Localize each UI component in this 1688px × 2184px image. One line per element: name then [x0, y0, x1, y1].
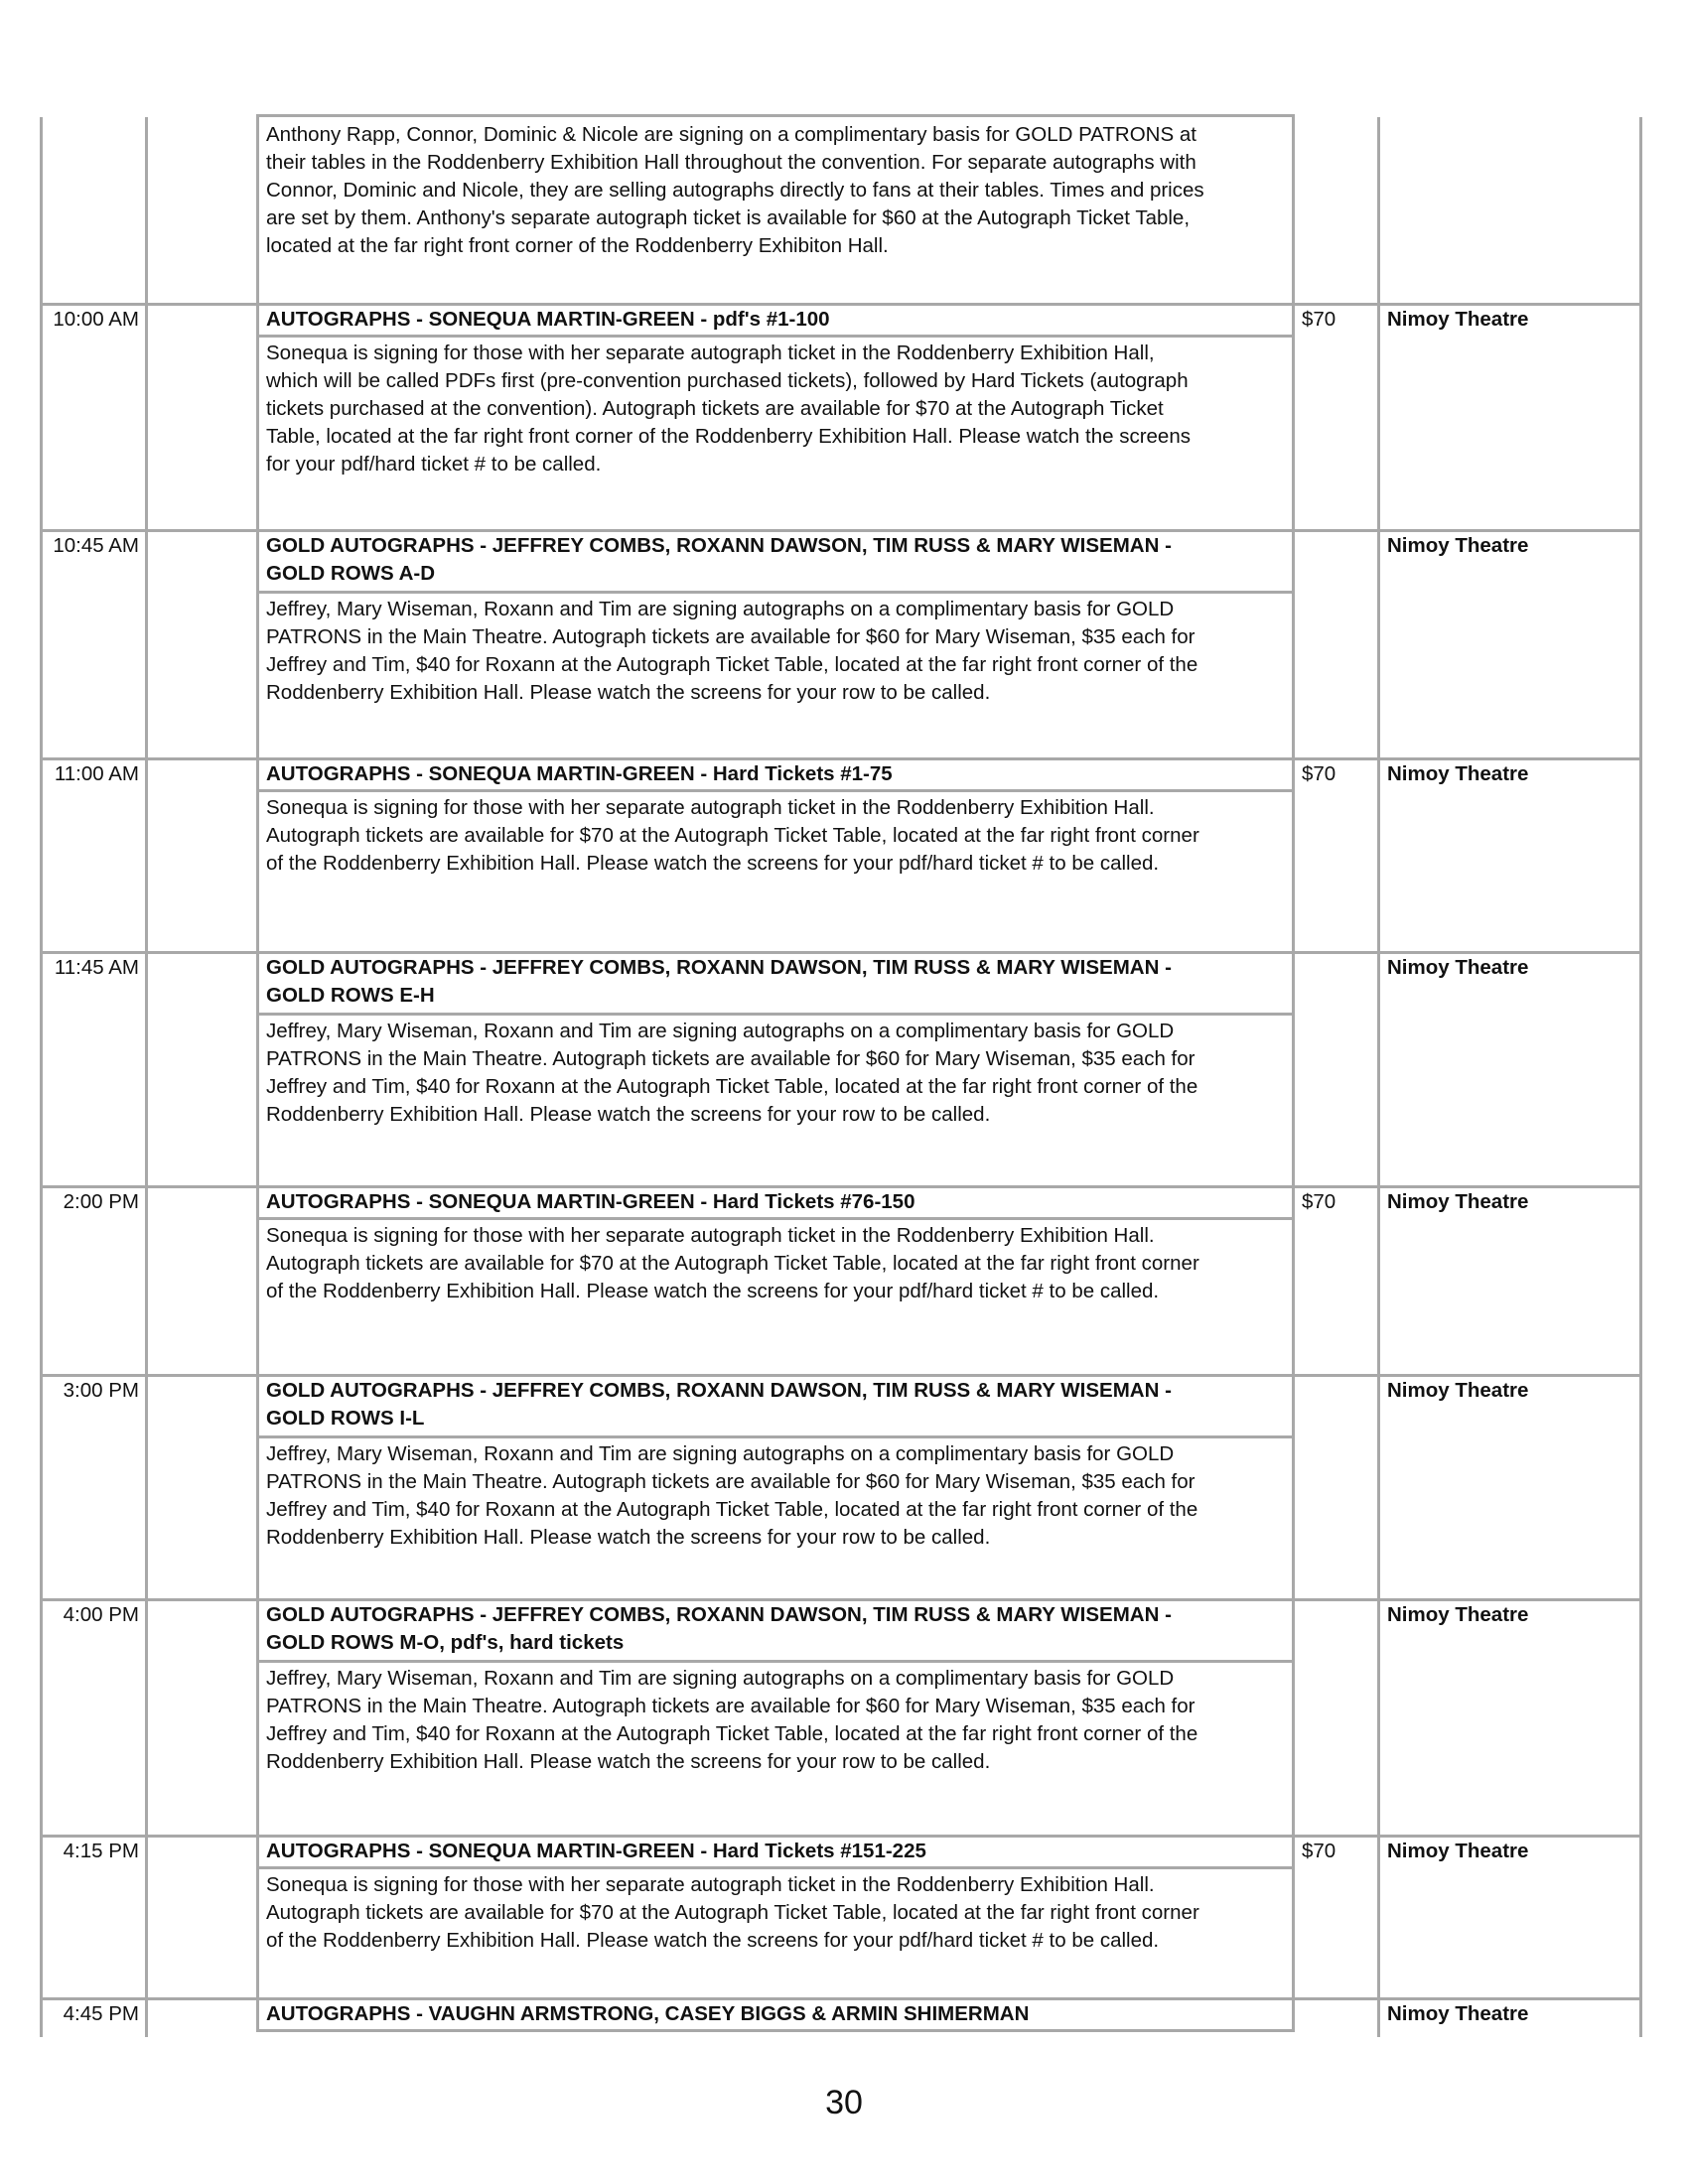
event-title: AUTOGRAPHS - SONEQUA MARTIN-GREEN - Hard Tickets #151-225 [266, 1840, 926, 1862]
event-description-line: of the Roddenberry Exhibition Hall. Please watch the screens for your pdf/hard ticket # to be called. [266, 1280, 1160, 1302]
event-title: GOLD ROWS A-D [266, 562, 436, 585]
event-description-line: PATRONS in the Main Theatre. Autograph tickets are available for $60 for Mary Wiseman, $35 each for [266, 1470, 1196, 1493]
event-description-line: Jeffrey, Mary Wiseman, Roxann and Tim are signing autographs on a complimentary basis for GOLD [266, 1442, 1175, 1465]
continued-description-line: Anthony Rapp, Connor, Dominic & Nicole are signing on a complimentary basis for GOLD PATRONS at [266, 123, 1196, 146]
event-venue: Nimoy Theatre [1387, 2002, 1529, 2025]
event-title: AUTOGRAPHS - SONEQUA MARTIN-GREEN - Hard Tickets #1-75 [266, 762, 893, 785]
event-time: 2:00 PM [63, 1190, 139, 1213]
event-time: 10:45 AM [53, 534, 139, 557]
event-description-line: of the Roddenberry Exhibition Hall. Please watch the screens for your pdf/hard ticket # to be called. [266, 1929, 1160, 1952]
continued-description-line: their tables in the Roddenberry Exhibition Hall throughout the convention. For separate autographs with [266, 151, 1196, 174]
event-title: AUTOGRAPHS - SONEQUA MARTIN-GREEN - Hard Tickets #76-150 [266, 1190, 915, 1213]
event-time: 11:45 AM [54, 956, 139, 979]
event-title: GOLD ROWS E-H [266, 984, 435, 1007]
event-description-line: PATRONS in the Main Theatre. Autograph tickets are available for $60 for Mary Wiseman, $35 each for [266, 1047, 1196, 1070]
event-time: 4:45 PM [63, 2002, 139, 2025]
event-venue: Nimoy Theatre [1387, 308, 1529, 331]
continued-description-line: are set by them. Anthony's separate autograph ticket is available for $60 at the Autograph Ticket Table, [266, 206, 1191, 229]
event-description-line: Sonequa is signing for those with her separate autograph ticket in the Roddenberry Exhibition Hall. [266, 1873, 1155, 1896]
event-description-line: Jeffrey and Tim, $40 for Roxann at the Autograph Ticket Table, located at the far right front corner of the [266, 1722, 1198, 1745]
event-description-line: Autograph tickets are available for $70 at the Autograph Ticket Table, located at the far right front corner [266, 1901, 1199, 1924]
event-description-line: of the Roddenberry Exhibition Hall. Please watch the screens for your pdf/hard ticket # to be called. [266, 852, 1160, 875]
event-venue: Nimoy Theatre [1387, 956, 1529, 979]
event-time: 4:00 PM [63, 1603, 139, 1626]
page-number: 30 [825, 2084, 863, 2121]
event-description-line: for your pdf/hard ticket # to be called. [266, 453, 602, 476]
table-bottom-line [256, 2029, 1295, 2032]
event-description-line: Sonequa is signing for those with her separate autograph ticket in the Roddenberry Exhibition Hall. [266, 1224, 1155, 1247]
event-description-line: Jeffrey and Tim, $40 for Roxann at the Autograph Ticket Table, located at the far right front corner of the [266, 1075, 1198, 1098]
event-title: AUTOGRAPHS - SONEQUA MARTIN-GREEN - pdf's #1-100 [266, 308, 830, 331]
event-description-line: which will be called PDFs first (pre-convention purchased tickets), followed by Hard Tickets (autograph [266, 369, 1189, 392]
event-price: $70 [1302, 1190, 1336, 1213]
event-description-line: Jeffrey, Mary Wiseman, Roxann and Tim are signing autographs on a complimentary basis for GOLD [266, 1667, 1175, 1690]
event-description-line: Jeffrey and Tim, $40 for Roxann at the Autograph Ticket Table, located at the far right front corner of the [266, 1498, 1198, 1521]
event-description-line: Table, located at the far right front corner of the Roddenberry Exhibition Hall. Please watch the screens [266, 425, 1191, 448]
event-title: GOLD AUTOGRAPHS - JEFFREY COMBS, ROXANN DAWSON, TIM RUSS & MARY WISEMAN - [266, 1379, 1172, 1402]
event-time: 11:00 AM [54, 762, 139, 785]
col-line-price [1377, 117, 1380, 2037]
event-venue: Nimoy Theatre [1387, 1603, 1529, 1626]
event-description-line: Autograph tickets are available for $70 at the Autograph Ticket Table, located at the far right front corner [266, 824, 1199, 847]
col-line-right [1639, 117, 1642, 2037]
event-description-line: Roddenberry Exhibition Hall. Please watch the screens for your row to be called. [266, 681, 991, 704]
continued-description-line: Connor, Dominic and Nicole, they are selling autographs directly to fans at their tables. Times and prices [266, 179, 1204, 202]
event-price: $70 [1302, 308, 1336, 331]
event-price: $70 [1302, 1840, 1336, 1862]
event-description-line: Roddenberry Exhibition Hall. Please watch the screens for your row to be called. [266, 1526, 991, 1549]
event-time: 3:00 PM [63, 1379, 139, 1402]
event-title: GOLD ROWS I-L [266, 1407, 425, 1430]
event-venue: Nimoy Theatre [1387, 1190, 1529, 1213]
event-venue: Nimoy Theatre [1387, 1840, 1529, 1862]
event-description-line: Jeffrey and Tim, $40 for Roxann at the Autograph Ticket Table, located at the far right front corner of the [266, 653, 1198, 676]
col-line-time [145, 117, 148, 2037]
event-description-line: Jeffrey, Mary Wiseman, Roxann and Tim are signing autographs on a complimentary basis for GOLD [266, 598, 1175, 620]
continued-description-line: located at the far right front corner of the Roddenberry Exhibiton Hall. [266, 234, 889, 257]
event-venue: Nimoy Theatre [1387, 1379, 1529, 1402]
event-description-line: Sonequa is signing for those with her separate autograph ticket in the Roddenberry Exhibition Hall. [266, 796, 1155, 819]
event-description-line: Roddenberry Exhibition Hall. Please watch the screens for your row to be called. [266, 1750, 991, 1773]
event-time: 10:00 AM [53, 308, 139, 331]
event-title: AUTOGRAPHS - VAUGHN ARMSTRONG, CASEY BIGGS & ARMIN SHIMERMAN [266, 2002, 1030, 2025]
event-title: GOLD AUTOGRAPHS - JEFFREY COMBS, ROXANN DAWSON, TIM RUSS & MARY WISEMAN - [266, 956, 1172, 979]
event-time: 4:15 PM [63, 1840, 139, 1862]
event-description-line: Autograph tickets are available for $70 at the Autograph Ticket Table, located at the far right front corner [266, 1252, 1199, 1275]
event-venue: Nimoy Theatre [1387, 534, 1529, 557]
event-title: GOLD AUTOGRAPHS - JEFFREY COMBS, ROXANN DAWSON, TIM RUSS & MARY WISEMAN - [266, 1603, 1172, 1626]
event-price: $70 [1302, 762, 1336, 785]
event-title: GOLD AUTOGRAPHS - JEFFREY COMBS, ROXANN DAWSON, TIM RUSS & MARY WISEMAN - [266, 534, 1172, 557]
event-description-line: PATRONS in the Main Theatre. Autograph tickets are available for $60 for Mary Wiseman, $35 each for [266, 625, 1196, 648]
event-description-line: tickets purchased at the convention). Autograph tickets are available for $70 at the Autograph Ticket [266, 397, 1164, 420]
event-description-line: Roddenberry Exhibition Hall. Please watch the screens for your row to be called. [266, 1103, 991, 1126]
event-title: GOLD ROWS M-O, pdf's, hard tickets [266, 1631, 625, 1654]
event-venue: Nimoy Theatre [1387, 762, 1529, 785]
event-description-line: Jeffrey, Mary Wiseman, Roxann and Tim are signing autographs on a complimentary basis for GOLD [266, 1020, 1175, 1042]
col-line-left [40, 117, 43, 2037]
event-description-line: PATRONS in the Main Theatre. Autograph tickets are available for $60 for Mary Wiseman, $35 each for [266, 1695, 1196, 1717]
event-description-line: Sonequa is signing for those with her separate autograph ticket in the Roddenberry Exhibition Hall, [266, 341, 1155, 364]
